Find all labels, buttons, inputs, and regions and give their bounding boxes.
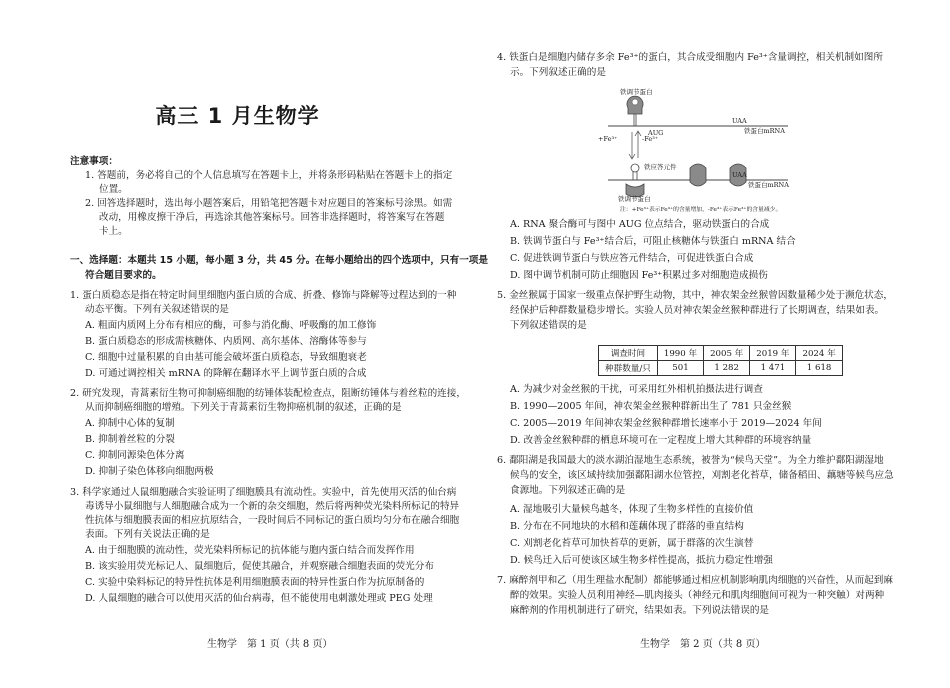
question-5-stem: 下列叙述错误的是 — [510, 320, 587, 331]
table-cell: 2024 年 — [796, 346, 842, 361]
question-1-option-a: A. 粗面内质网上分布有相应的酶，可参与消化酶、呼吸酶的加工修饰 — [85, 320, 377, 331]
table-cell: 种群数量/只 — [599, 361, 658, 376]
table-cell: 2019 年 — [750, 346, 796, 361]
diagram-note: 注：+Fe³⁺表示Fe³⁺的含量增加，-Fe³⁺表示Fe³⁺的含量减少。 — [620, 207, 782, 213]
label-regulatory-protein-top: 铁调节蛋白 — [620, 88, 653, 96]
question-4-option-b: B. 铁调节蛋白与 Fe³⁺结合后，可阻止核糖体与铁蛋白 mRNA 结合 — [510, 236, 796, 247]
question-7-stem: 醉的效果。实验人员利用神经—肌肉接头（神经元和肌肉细胞间可视为一种突触）对两种 — [510, 590, 885, 601]
question-3-option-d: D. 人鼠细胞的融合可以使用灭活的仙台病毒，但不能使用电刺激处理或 PEG 处理 — [85, 593, 433, 604]
top-stem-loop — [634, 114, 636, 126]
question-5-stem: 5. 金丝猴属于国家一级重点保护野生动物，其中，神农架金丝猴曾因数量稀少处于濒危状态， — [497, 290, 893, 301]
table-cell: 1 471 — [750, 361, 796, 376]
label-uaa-bottom: UAA — [732, 171, 747, 179]
table-cell: 1990 年 — [657, 346, 703, 361]
ribosome-shape-1 — [690, 164, 706, 186]
population-table — [598, 345, 843, 376]
question-1-stem: 动态平衡。下列有关叙述错误的是 — [85, 304, 229, 315]
question-1-stem: 1. 蛋白质稳态是指在特定时间里细胞内蛋白质的合成、折叠、修饰与降解等过程达到的一种 — [70, 290, 457, 301]
question-5-option-d: D. 改善金丝猴种群的栖息环境可在一定程度上增大其种群的环境容纳量 — [510, 435, 812, 446]
footer-page-1: 生物学 第 1 页（共 8 页） — [207, 639, 333, 650]
notice-line: 改动，用橡皮擦干净后，再选涂其他答案标号。回答非选择题时，将答案写在答题 — [99, 212, 445, 223]
question-6-option-a: A. 湿地吸引大量候鸟越冬，体现了生物多样性的直接价值 — [510, 504, 754, 515]
notice-line: 2. 回答选择题时，选出每小题答案后，用铅笔把答题卡对应题目的答案标号涂黑。如需 — [85, 198, 453, 209]
table-header-row — [599, 346, 843, 361]
question-1-option-d: D. 可通过调控相关 mRNA 的降解在翻译水平上调节蛋白质的合成 — [85, 368, 367, 379]
question-5-option-b: B. 1990—2005 年间，神农架金丝猴种群新出生了 781 只金丝猴 — [510, 401, 792, 412]
page-title: 高三 1 月生物学 — [155, 104, 320, 128]
question-2-option-c: C. 抑制同源染色体分离 — [85, 450, 185, 461]
question-2-option-d: D. 抑制子染色体移向细胞两极 — [85, 466, 214, 477]
question-2-stem: 从而抑制癌细胞的增殖。下列关于青蒿素衍生物抑癌机制的叙述，正确的是 — [85, 402, 402, 413]
label-fe-plus: +Fe³⁺ — [598, 135, 618, 143]
question-3-option-a: A. 由于细胞膜的流动性，荧光染料所标记的抗体能与胞内蛋白结合而发挥作用 — [85, 545, 415, 556]
table-cell: 1 618 — [796, 361, 842, 376]
question-5-option-a: A. 为减少对金丝猴的干扰，可采用红外相机拍摄法进行调查 — [510, 384, 763, 395]
question-4-stem: 示。下列叙述正确的是 — [510, 67, 606, 78]
question-6-option-d: D. 候鸟迁入后可使该区域生物多样性提高，抵抗力稳定性增强 — [510, 555, 773, 566]
question-3-option-b: B. 该实验用荧光标记人、鼠细胞后，促使其融合，并观察融合细胞表面的荧光分布 — [85, 561, 434, 572]
question-2-stem: 2. 研究发现，青蒿素衍生物可抑制癌细胞的纺锤体装配检查点，阻断纺锤体与着丝粒的连接， — [70, 388, 466, 399]
question-1-option-b: B. 蛋白质稳态的形成需核糖体、内质网、高尔基体、溶酶体等参与 — [85, 336, 367, 347]
question-5-stem: 经保护后种群数量稳步增长。实验人员对神农架金丝猴种群进行了长期调查，结果如表。 — [510, 305, 885, 316]
question-3-stem: 性抗体与细胞膜表面的相应抗原结合，一段时间后不同标记的蛋白质均匀分布在融合细胞 — [85, 515, 460, 526]
section-heading: 一、选择题：本题共 15 小题，每小题 3 分，共 45 分。在每小题给出的四个选项中，只有一项是 — [70, 255, 488, 266]
notice-line: 位置。 — [99, 184, 128, 195]
question-6-option-c: C. 刈割老化苔草可加快苔草的更新，属于群落的次生演替 — [510, 538, 754, 549]
question-4-stem: 4. 铁蛋白是细胞内储存多余 Fe³⁺的蛋白，其合成受细胞内 Fe³⁺含量调控，相关机制如图所 — [497, 52, 883, 63]
label-regulatory-protein-bottom: 铁调节蛋白 — [618, 195, 651, 203]
question-1-option-c: C. 细胞中过量积累的自由基可能会破坏蛋白质稳态，导致细胞衰老 — [85, 352, 367, 363]
footer-page-2: 生物学 第 2 页（共 8 页） — [640, 639, 766, 650]
question-4-option-d: D. 图中调节机制可防止细胞因 Fe³⁺积累过多对细胞造成损伤 — [510, 270, 768, 281]
question-3-stem: 3. 科学家通过人鼠细胞融合实验证明了细胞膜具有流动性。实验中，首先使用灭活的仙台病 — [70, 487, 457, 498]
question-4-option-c: C. 促进铁调节蛋白与铁应答元件结合，可促进铁蛋白合成 — [510, 253, 754, 264]
iron-regulation-diagram — [598, 88, 796, 215]
question-6-stem: 候鸟的安全，该区域持续加强鄱阳湖水位管控，刈割老化苔草，储备稻田、藕塘等候鸟应急 — [510, 470, 894, 481]
label-fe-minus: -Fe³⁺ — [642, 135, 659, 143]
table-row — [599, 361, 843, 376]
label-response-element: 铁应答元件 — [644, 163, 677, 171]
table-cell: 501 — [657, 361, 703, 376]
question-6-stem: 6. 鄱阳湖是我国最大的淡水湖泊湿地生态系统，被誉为“候鸟天堂”。为全力维护鄱阳湖湿地 — [497, 455, 884, 466]
table-cell: 调查时间 — [599, 346, 658, 361]
label-aug: AUG — [648, 129, 664, 137]
label-uaa-top: UAA — [732, 117, 747, 125]
question-2-option-b: B. 抑制着丝粒的分裂 — [85, 434, 175, 445]
question-7-stem: 麻醉剂的作用机制进行了研究，结果如表。下列说法错误的是 — [510, 605, 770, 616]
section-heading: 符合题目要求的。 — [85, 270, 162, 281]
question-3-stem: 表面。下列有关说法正确的是 — [85, 529, 210, 540]
question-3-option-c: C. 实验中染料标记的特异性抗体是利用细胞膜表面的特异性蛋白作为抗原制备的 — [85, 577, 425, 588]
question-6-stem: 食源地。下列叙述正确的是 — [510, 485, 626, 496]
label-mrna-bottom: 铁蛋白mRNA — [748, 181, 789, 189]
notice-line: 1. 答题前，务必将自己的个人信息填写在答题卡上，并将条形码粘贴在答题卡上的指定 — [85, 170, 453, 181]
question-7-stem: 7. 麻醉剂甲和乙（用生理盐水配制）都能够通过相应机制影响肌肉细胞的兴奋性，从而起到麻 — [497, 575, 893, 586]
label-mrna-top: 铁蛋白mRNA — [744, 127, 785, 135]
notice-heading: 注意事项： — [70, 156, 118, 167]
question-2-option-a: A. 抑制中心体的复制 — [85, 418, 175, 429]
question-4-option-a: A. RNA 聚合酶可与图中 AUG 位点结合，驱动铁蛋白的合成 — [510, 219, 770, 230]
top-protein-hole — [632, 99, 638, 105]
table-cell: 2005 年 — [704, 346, 750, 361]
notice-line: 卡上。 — [99, 226, 128, 237]
bottom-stem-loop — [633, 172, 637, 180]
question-3-stem: 毒诱导小鼠细胞与人细胞融合成为一个新的杂交细胞，然后将两种荧光染料所标记的特异 — [85, 501, 460, 512]
bottom-stem-loop-head — [631, 164, 639, 172]
question-5-option-c: C. 2005—2019 年间神农架金丝猴种群增长速率小于 2019—2024 年间 — [510, 418, 822, 429]
question-6-option-b: B. 分布在不同地块的水稻和莲藕体现了群落的垂直结构 — [510, 521, 744, 532]
table-cell: 1 282 — [704, 361, 750, 376]
